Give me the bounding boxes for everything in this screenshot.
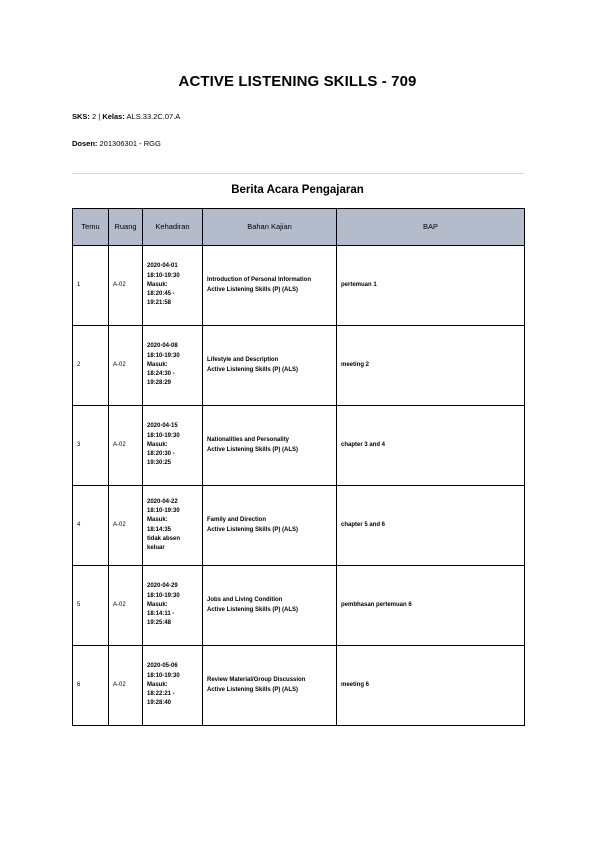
bahan-topic: Nationalities and Personality <box>207 437 290 444</box>
bahan-topic: Jobs and Living Condition <box>207 597 283 604</box>
cell-bap: meeting 2 <box>337 326 525 406</box>
bap-table <box>72 208 525 726</box>
kehadiran-in: 18:20:30 - <box>147 451 175 458</box>
cell-temu: 3 <box>73 406 109 486</box>
cell-bap: pertemuan 1 <box>337 246 525 326</box>
kehadiran-out: 19:25:48 <box>147 620 172 627</box>
section-title: Berita Acara Pengajaran <box>231 184 364 196</box>
kehadiran-in: 18:20:45 - <box>147 291 175 298</box>
cell-ruang: A-02 <box>109 246 143 326</box>
cell-kehadiran <box>143 486 203 566</box>
cell-bap: chapter 3 and 4 <box>337 406 525 486</box>
kehadiran-date: 2020-04-22 <box>147 498 178 505</box>
bahan-topic: Review Material/Group Discussion <box>207 677 306 684</box>
cell-bahan-kajian <box>203 486 337 566</box>
cell-bahan-kajian <box>203 406 337 486</box>
lecturer-meta <box>72 139 161 148</box>
table-row <box>73 486 525 566</box>
kehadiran-in: 18:14:35 <box>147 526 172 533</box>
cell-bahan-kajian <box>203 326 337 406</box>
cell-bap: chapter 5 and 6 <box>337 486 525 566</box>
bahan-topic: Lifestyle and Description <box>207 357 279 364</box>
cell-kehadiran <box>143 326 203 406</box>
kehadiran-time: 18:10-19:30 <box>147 352 180 359</box>
cell-ruang: A-02 <box>109 326 143 406</box>
kehadiran-in: 18:24:30 - <box>147 371 175 378</box>
cell-kehadiran <box>143 646 203 726</box>
table-row <box>73 566 525 646</box>
col-header-ruang: Ruang <box>109 209 143 246</box>
divider <box>72 173 524 174</box>
bahan-course: Active Listening Skills (P) (ALS) <box>207 606 299 613</box>
bahan-course: Active Listening Skills (P) (ALS) <box>207 446 299 453</box>
cell-bahan-kajian <box>203 646 337 726</box>
cell-ruang: A-02 <box>109 566 143 646</box>
bahan-topic: Introduction of Personal Information <box>207 277 311 284</box>
cell-bap: meeting 6 <box>337 646 525 726</box>
cell-temu: 5 <box>73 566 109 646</box>
cell-kehadiran <box>143 566 203 646</box>
kehadiran-date: 2020-04-08 <box>147 343 178 350</box>
kehadiran-date: 2020-04-01 <box>147 263 178 270</box>
kehadiran-date: 2020-04-29 <box>147 583 178 590</box>
kehadiran-masuk-label: Masuk: <box>147 281 168 288</box>
cell-ruang: A-02 <box>109 646 143 726</box>
page-title: ACTIVE LISTENING SKILLS - 709 <box>178 73 417 90</box>
col-header-bahan-kajian: Bahan Kajian <box>203 209 337 246</box>
cell-temu: 1 <box>73 246 109 326</box>
cell-ruang: A-02 <box>109 486 143 566</box>
kehadiran-masuk-label: Masuk: <box>147 441 168 448</box>
kehadiran-masuk-label: Masuk: <box>147 361 168 368</box>
kehadiran-time: 18:10-19:30 <box>147 432 180 439</box>
cell-bahan-kajian <box>203 246 337 326</box>
kehadiran-date: 2020-05-06 <box>147 663 178 670</box>
kehadiran-time: 18:10-19:30 <box>147 507 180 514</box>
meta-separator: | <box>98 112 101 121</box>
kehadiran-masuk-label: Masuk: <box>147 517 168 524</box>
cell-temu: 2 <box>73 326 109 406</box>
kehadiran-masuk-label: Masuk: <box>147 681 168 688</box>
cell-ruang: A-02 <box>109 406 143 486</box>
kelas-value: ALS.33.2C.07.A <box>126 112 181 121</box>
course-meta <box>72 112 180 121</box>
kehadiran-out: 19:21:58 <box>147 300 172 307</box>
kehadiran-time: 18:10-19:30 <box>147 592 180 599</box>
cell-temu: 4 <box>73 486 109 566</box>
cell-bahan-kajian <box>203 566 337 646</box>
cell-bap: pembhasan pertemuan 6 <box>337 566 525 646</box>
kehadiran-time: 18:10-19:30 <box>147 272 180 279</box>
kehadiran-in: 18:22:21 - <box>147 691 175 698</box>
kehadiran-out: 19:30:25 <box>147 460 172 467</box>
bahan-course: Active Listening Skills (P) (ALS) <box>207 526 299 533</box>
kehadiran-out: 19:28:40 <box>147 700 172 707</box>
bahan-course: Active Listening Skills (P) (ALS) <box>207 686 299 693</box>
dosen-label: Dosen: <box>72 139 98 148</box>
cell-kehadiran <box>143 246 203 326</box>
table-row <box>73 646 525 726</box>
table-header-row <box>73 209 525 246</box>
kehadiran-out: tidak absen keluar <box>147 535 181 552</box>
kehadiran-out: 19:28:29 <box>147 380 172 387</box>
cell-temu: 6 <box>73 646 109 726</box>
kehadiran-time: 18:10-19:30 <box>147 672 180 679</box>
sks-value: 2 <box>92 112 97 121</box>
bahan-course: Active Listening Skills (P) (ALS) <box>207 286 299 293</box>
col-header-kehadiran: Kehadiran <box>143 209 203 246</box>
kehadiran-date: 2020-04-15 <box>147 423 178 430</box>
cell-kehadiran <box>143 406 203 486</box>
table-row <box>73 406 525 486</box>
col-header-bap: BAP <box>337 209 525 246</box>
table-row <box>73 246 525 326</box>
bahan-course: Active Listening Skills (P) (ALS) <box>207 366 299 373</box>
kehadiran-masuk-label: Masuk: <box>147 601 168 608</box>
bahan-topic: Family and Direction <box>207 517 267 524</box>
col-header-temu: Temu <box>73 209 109 246</box>
sks-label: SKS: <box>72 112 90 121</box>
kehadiran-in: 18:14:11 - <box>147 611 175 618</box>
table-row <box>73 326 525 406</box>
dosen-value: 201306301 - RGG <box>99 139 161 148</box>
kelas-label: Kelas: <box>102 112 125 121</box>
